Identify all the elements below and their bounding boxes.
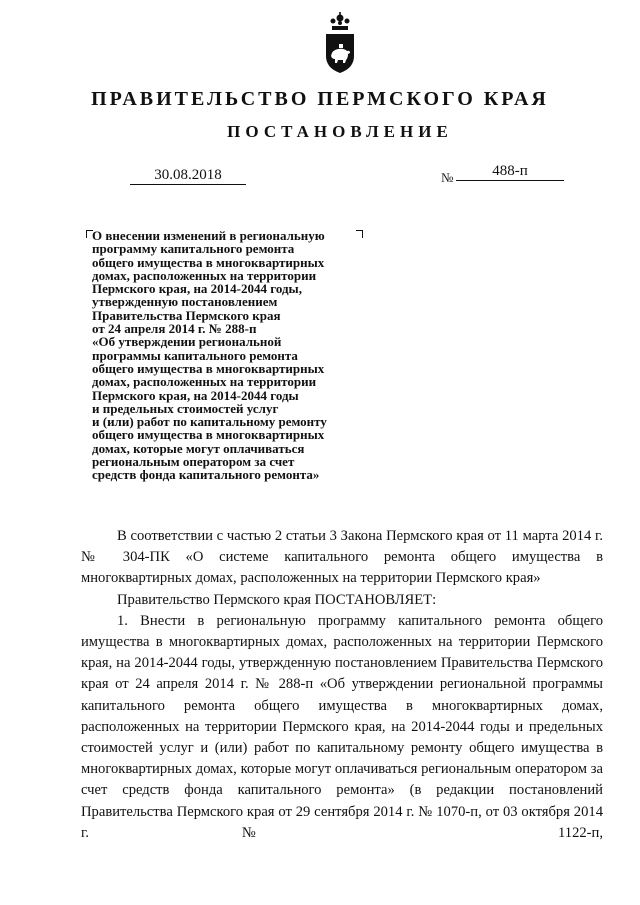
subject-line: и предельных стоимостей услуг <box>92 400 279 416</box>
preamble-paragraph: В соответствии с частью 2 статьи 3 Закона Пермского края от 11 марта 2014 г. № 304-ПК «О системе капитального ремонта общего имущества в многоквартирных домах, расположенных на территории Пермского края» <box>81 528 603 587</box>
subject-line: О внесении изменений в региональную <box>92 228 325 243</box>
item-1-paragraph: 1. Внести в региональную программу капитального ремонта общего имущества в многоквартирных домах, расположенных на территории Пермского края, на 2014-2044 годы, утвержденную постановлением Правительства Пермского края от 24 апреля 2014 г. № 288-п «Об утверждении региональной программы капитального ремонта общего имущества в многоквартирных домах, расположенных на территории Пермского края, на 2014-2044 годы и предельных стоимостей услуг и (или) работ по капитальному ремонту общего имущества в многоквартирных домах, которые могут оплачиваться региональным оператором за счет средств фонда капитального ремонта» (в редакции постановлений Правительства Пермского края от 29 сентября 2014 г. № 1070-п, от 03 октября 2014 г. № 1122-п, <box>81 612 603 841</box>
document-number: 488-п <box>456 162 564 181</box>
subject-line: общего имущества в многоквартирных <box>92 254 325 270</box>
subject-line: программы капитального ремонта <box>92 347 298 363</box>
document-date: 30.08.2018 <box>130 166 246 185</box>
subject-line: Пермского края, на 2014-2044 годы <box>92 387 299 403</box>
subject-line: Пермского края, на 2014-2044 годы, <box>92 281 302 297</box>
government-title: ПРАВИТЕЛЬСТВО ПЕРМСКОГО КРАЯ <box>91 88 549 110</box>
subject-line: «Об утверждении региональной <box>92 334 282 350</box>
perm-krai-coat-of-arms-icon <box>319 12 361 74</box>
subject-line: домах, которые могут оплачиваться <box>92 440 305 456</box>
subject-line: программу капитального ремонта <box>92 241 295 257</box>
subject-line: Правительства Пермского края <box>92 307 281 323</box>
subject-line: от 24 апреля 2014 г. № 288-п <box>92 321 257 337</box>
document-body <box>81 526 603 844</box>
document-type: ПОСТАНОВЛЕНИЕ <box>227 122 453 141</box>
subject-line: домах, расположенных на территории <box>92 374 317 390</box>
subject-line: домах, расположенных на территории <box>92 267 317 283</box>
subject-line: утвержденную постановлением <box>92 294 278 310</box>
number-label: № <box>441 170 454 185</box>
subject-line: общего имущества в многоквартирных <box>92 427 325 443</box>
subject-line: средств фонда капитального ремонта» <box>92 467 320 483</box>
resolution-paragraph: Правительство Пермского края ПОСТАНОВЛЯЕТ: <box>117 591 437 608</box>
subject-line: общего имущества в многоквартирных <box>92 360 325 376</box>
document-subject <box>92 229 392 482</box>
subject-line: региональным оператором за счет <box>92 454 295 470</box>
subject-line: и (или) работ по капитальному ремонту <box>92 414 327 430</box>
